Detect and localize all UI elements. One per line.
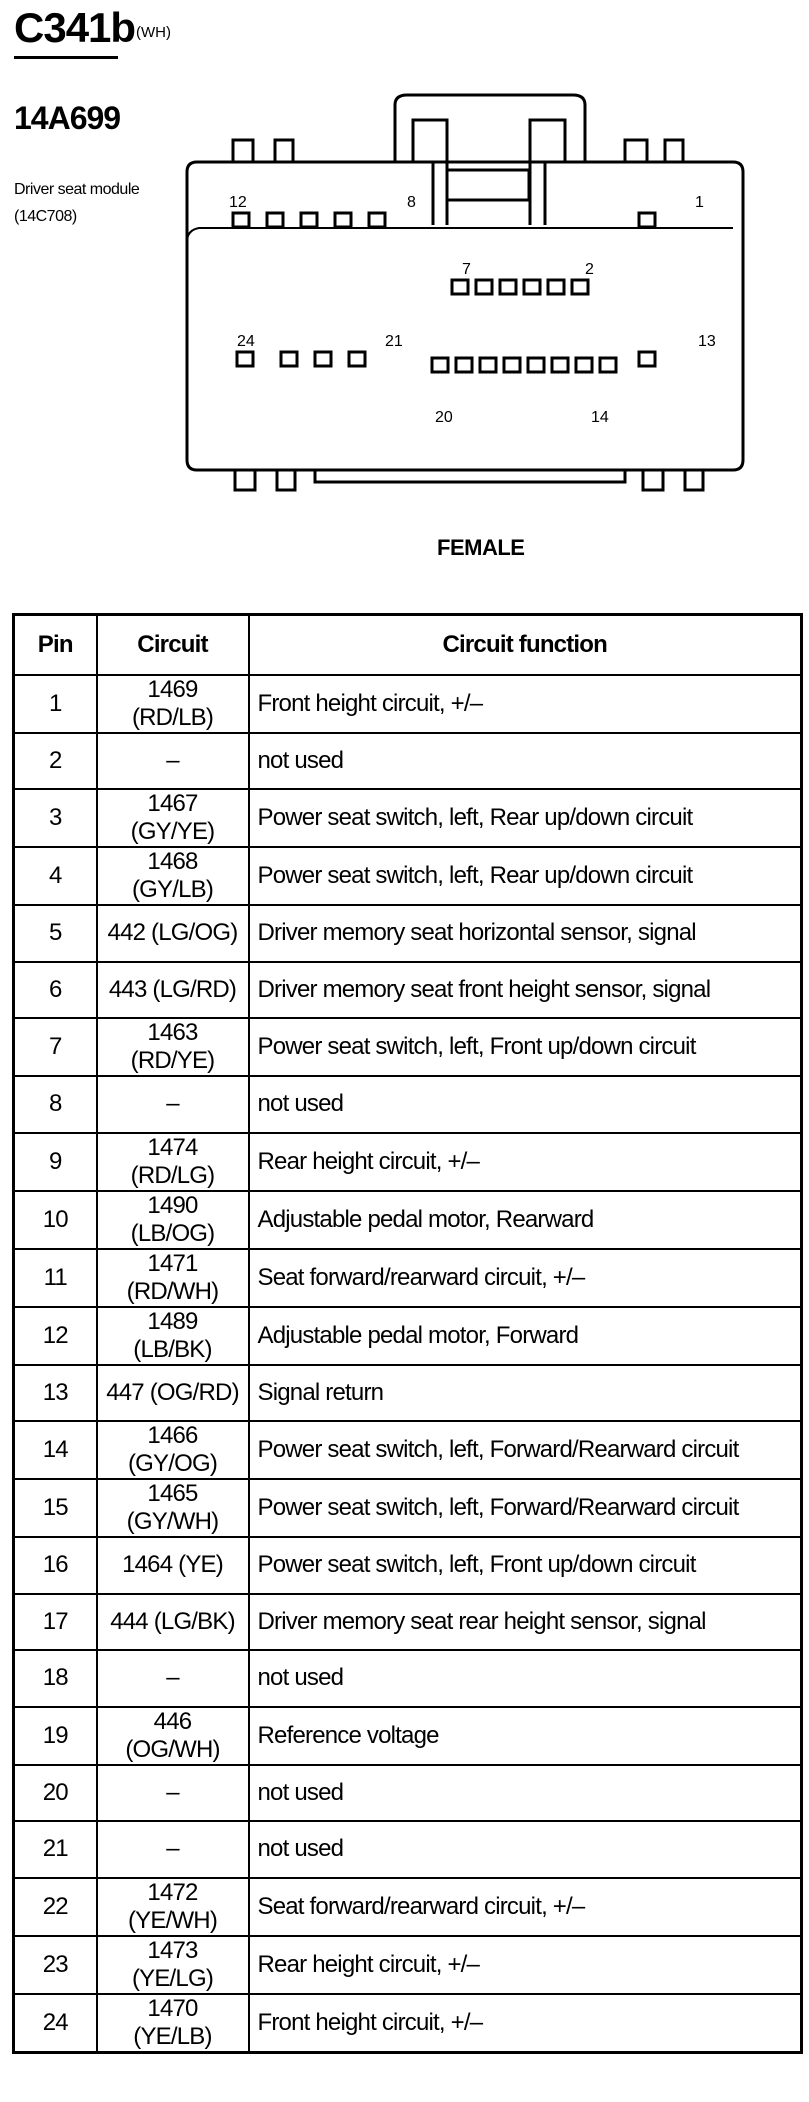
circuit-cell: – xyxy=(97,1821,249,1878)
pin-cell: 10 xyxy=(14,1191,97,1249)
pin-cavity xyxy=(480,358,496,372)
connector-code: C341b xyxy=(14,4,136,51)
pin-cavity xyxy=(528,358,544,372)
connector-view-label: FEMALE xyxy=(437,535,525,560)
pin-cell: 17 xyxy=(14,1594,97,1651)
top-tab-right-1 xyxy=(625,140,647,162)
table-row xyxy=(14,1249,802,1307)
function-cell: Power seat switch, left, Front up/down circuit xyxy=(249,1537,802,1594)
connector-body xyxy=(187,162,743,470)
table-row xyxy=(14,1479,802,1537)
function-cell: Power seat switch, left, Forward/Rearward circuit xyxy=(249,1479,802,1537)
table-row xyxy=(14,1821,802,1878)
pin-cell: 9 xyxy=(14,1133,97,1191)
pin-cell: 24 xyxy=(14,1994,97,2053)
table-row xyxy=(14,1365,802,1422)
function-cell: Front height circuit, +/– xyxy=(249,675,802,733)
pin-label-12: 12 xyxy=(229,194,247,211)
circuit-cell: 444 (LG/BK) xyxy=(97,1594,249,1651)
table-row xyxy=(14,962,802,1019)
latch-inner-left xyxy=(413,120,447,162)
function-cell: Front height circuit, +/– xyxy=(249,1994,802,2053)
pin-label-13: 13 xyxy=(698,333,716,350)
circuit-cell: 1467 (GY/YE) xyxy=(97,789,249,847)
part-number: 14A699 xyxy=(14,100,121,136)
pin-label-21: 21 xyxy=(385,333,403,350)
pin-cavity xyxy=(233,213,249,227)
table-row xyxy=(14,905,802,962)
table-row xyxy=(14,1307,802,1365)
pin-cell: 2 xyxy=(14,733,97,790)
circuit-cell: 442 (LG/OG) xyxy=(97,905,249,962)
function-cell: Adjustable pedal motor, Rearward xyxy=(249,1191,802,1249)
pin-cavity xyxy=(548,280,564,294)
pin-cavity xyxy=(524,280,540,294)
description-line-2: (14C708) xyxy=(14,208,77,225)
circuit-cell: 1469 (RD/LB) xyxy=(97,675,249,733)
pin-cell: 8 xyxy=(14,1076,97,1133)
latch-stem-left xyxy=(433,162,447,225)
pin-label-14: 14 xyxy=(591,409,609,426)
pin-cavity xyxy=(237,352,253,366)
pin-cavity xyxy=(456,358,472,372)
function-cell: Rear height circuit, +/– xyxy=(249,1133,802,1191)
pin-label-20: 20 xyxy=(435,409,453,426)
circuit-cell: 1490 (LB/OG) xyxy=(97,1191,249,1249)
function-cell: Driver memory seat rear height sensor, signal xyxy=(249,1594,802,1651)
circuit-cell: 447 (OG/RD) xyxy=(97,1365,249,1422)
pin-cavity xyxy=(315,352,331,366)
pin-cavity xyxy=(349,352,365,366)
pin-cell: 21 xyxy=(14,1821,97,1878)
pin-cavity xyxy=(500,280,516,294)
bottom-tab-3 xyxy=(643,470,663,490)
bottom-tab-2 xyxy=(277,470,295,490)
circuit-cell: – xyxy=(97,1076,249,1133)
connector-color: (WH) xyxy=(136,24,171,41)
function-cell: Power seat switch, left, Front up/down circuit xyxy=(249,1018,802,1076)
pin-cell: 12 xyxy=(14,1307,97,1365)
header-pin: Pin xyxy=(14,615,97,675)
circuit-cell: 1473 (YE/LG) xyxy=(97,1936,249,1994)
pin-cavity xyxy=(576,358,592,372)
top-tab-right-2 xyxy=(665,140,683,162)
pin-cell: 14 xyxy=(14,1421,97,1479)
pin-cavity xyxy=(452,280,468,294)
table-row xyxy=(14,1707,802,1765)
table-row xyxy=(14,1018,802,1076)
circuit-cell: 1463 (RD/YE) xyxy=(97,1018,249,1076)
circuit-cell: 443 (LG/RD) xyxy=(97,962,249,1019)
header-circuit-function: Circuit function xyxy=(249,615,802,675)
circuit-cell: 1474 (RD/LG) xyxy=(97,1133,249,1191)
function-cell: not used xyxy=(249,1765,802,1822)
pin-cavity xyxy=(600,358,616,372)
pin-cavity xyxy=(504,358,520,372)
pin-cell: 3 xyxy=(14,789,97,847)
connector-face-diagram xyxy=(185,90,755,510)
function-cell: Adjustable pedal motor, Forward xyxy=(249,1307,802,1365)
bottom-tab-4 xyxy=(685,470,703,490)
pin-cavity xyxy=(552,358,568,372)
table-row xyxy=(14,1191,802,1249)
circuit-cell: 1472 (YE/WH) xyxy=(97,1878,249,1936)
pin-cell: 16 xyxy=(14,1537,97,1594)
pin-cell: 15 xyxy=(14,1479,97,1537)
pin-cell: 4 xyxy=(14,847,97,905)
title-underline xyxy=(14,56,118,59)
pin-cell: 20 xyxy=(14,1765,97,1822)
pin-cavity xyxy=(369,213,385,227)
table-row xyxy=(14,1594,802,1651)
pin-cavity xyxy=(335,213,351,227)
pin-cell: 7 xyxy=(14,1018,97,1076)
function-cell: Driver memory seat front height sensor, signal xyxy=(249,962,802,1019)
pin-cell: 11 xyxy=(14,1249,97,1307)
function-cell: not used xyxy=(249,1076,802,1133)
pin-cavity xyxy=(281,352,297,366)
pinout-table xyxy=(12,613,803,2054)
bottom-rail xyxy=(315,470,625,482)
pin-cavity xyxy=(301,213,317,227)
table-row xyxy=(14,1936,802,1994)
bottom-tab-1 xyxy=(235,470,255,490)
table-row xyxy=(14,847,802,905)
pin-cell: 19 xyxy=(14,1707,97,1765)
pin-cavity xyxy=(432,358,448,372)
pin-cavity xyxy=(639,213,655,227)
table-row xyxy=(14,1537,802,1594)
circuit-cell: 1466 (GY/OG) xyxy=(97,1421,249,1479)
function-cell: Signal return xyxy=(249,1365,802,1422)
pin-label-8: 8 xyxy=(407,194,416,211)
function-cell: Power seat switch, left, Rear up/down circuit xyxy=(249,847,802,905)
pin-cell: 18 xyxy=(14,1650,97,1707)
pin-label-2: 2 xyxy=(585,261,594,278)
pin-label-24: 24 xyxy=(237,333,255,350)
pin-cell: 23 xyxy=(14,1936,97,1994)
pin-cavity xyxy=(476,280,492,294)
function-cell: Reference voltage xyxy=(249,1707,802,1765)
function-cell: Power seat switch, left, Forward/Rearward circuit xyxy=(249,1421,802,1479)
function-cell: not used xyxy=(249,1821,802,1878)
component-description xyxy=(14,176,139,230)
circuit-cell: – xyxy=(97,1650,249,1707)
function-cell: Power seat switch, left, Rear up/down circuit xyxy=(249,789,802,847)
circuit-cell: – xyxy=(97,733,249,790)
pin-cavity xyxy=(639,352,655,366)
top-tab-left-1 xyxy=(233,140,253,162)
circuit-cell: 446 (OG/WH) xyxy=(97,1707,249,1765)
latch-inner-right xyxy=(530,120,565,162)
pin-cavity xyxy=(572,280,588,294)
latch xyxy=(395,95,585,162)
function-cell: not used xyxy=(249,1650,802,1707)
pin-cell: 13 xyxy=(14,1365,97,1422)
latch-bar xyxy=(447,170,529,200)
circuit-cell: 1471 (RD/WH) xyxy=(97,1249,249,1307)
circuit-cell: 1464 (YE) xyxy=(97,1537,249,1594)
pin-cell: 5 xyxy=(14,905,97,962)
pin-label-7: 7 xyxy=(462,261,471,278)
circuit-cell: 1470 (YE/LB) xyxy=(97,1994,249,2053)
circuit-cell: – xyxy=(97,1765,249,1822)
pin-label-1: 1 xyxy=(695,194,704,211)
pin-cell: 6 xyxy=(14,962,97,1019)
function-cell: Driver memory seat horizontal sensor, signal xyxy=(249,905,802,962)
table-row xyxy=(14,1133,802,1191)
circuit-cell: 1465 (GY/WH) xyxy=(97,1479,249,1537)
pin-cavities xyxy=(233,213,655,372)
function-cell: Seat forward/rearward circuit, +/– xyxy=(249,1249,802,1307)
header-circuit: Circuit xyxy=(97,615,249,675)
table-header-row xyxy=(14,615,802,675)
circuit-cell: 1468 (GY/LB) xyxy=(97,847,249,905)
function-cell: Seat forward/rearward circuit, +/– xyxy=(249,1878,802,1936)
table-row xyxy=(14,1076,802,1133)
function-cell: not used xyxy=(249,733,802,790)
pin-cell: 1 xyxy=(14,675,97,733)
table-row xyxy=(14,1994,802,2053)
function-cell: Rear height circuit, +/– xyxy=(249,1936,802,1994)
table-row xyxy=(14,1765,802,1822)
pin-cell: 22 xyxy=(14,1878,97,1936)
table-row xyxy=(14,1878,802,1936)
pin-cavity xyxy=(267,213,283,227)
body-step xyxy=(187,228,733,242)
table-row xyxy=(14,675,802,733)
top-tab-left-2 xyxy=(275,140,293,162)
circuit-cell: 1489 (LB/BK) xyxy=(97,1307,249,1365)
table-row xyxy=(14,733,802,790)
table-row xyxy=(14,1421,802,1479)
latch-stem-right xyxy=(530,162,545,225)
table-row xyxy=(14,1650,802,1707)
table-row xyxy=(14,789,802,847)
description-line-1: Driver seat module xyxy=(14,181,140,198)
